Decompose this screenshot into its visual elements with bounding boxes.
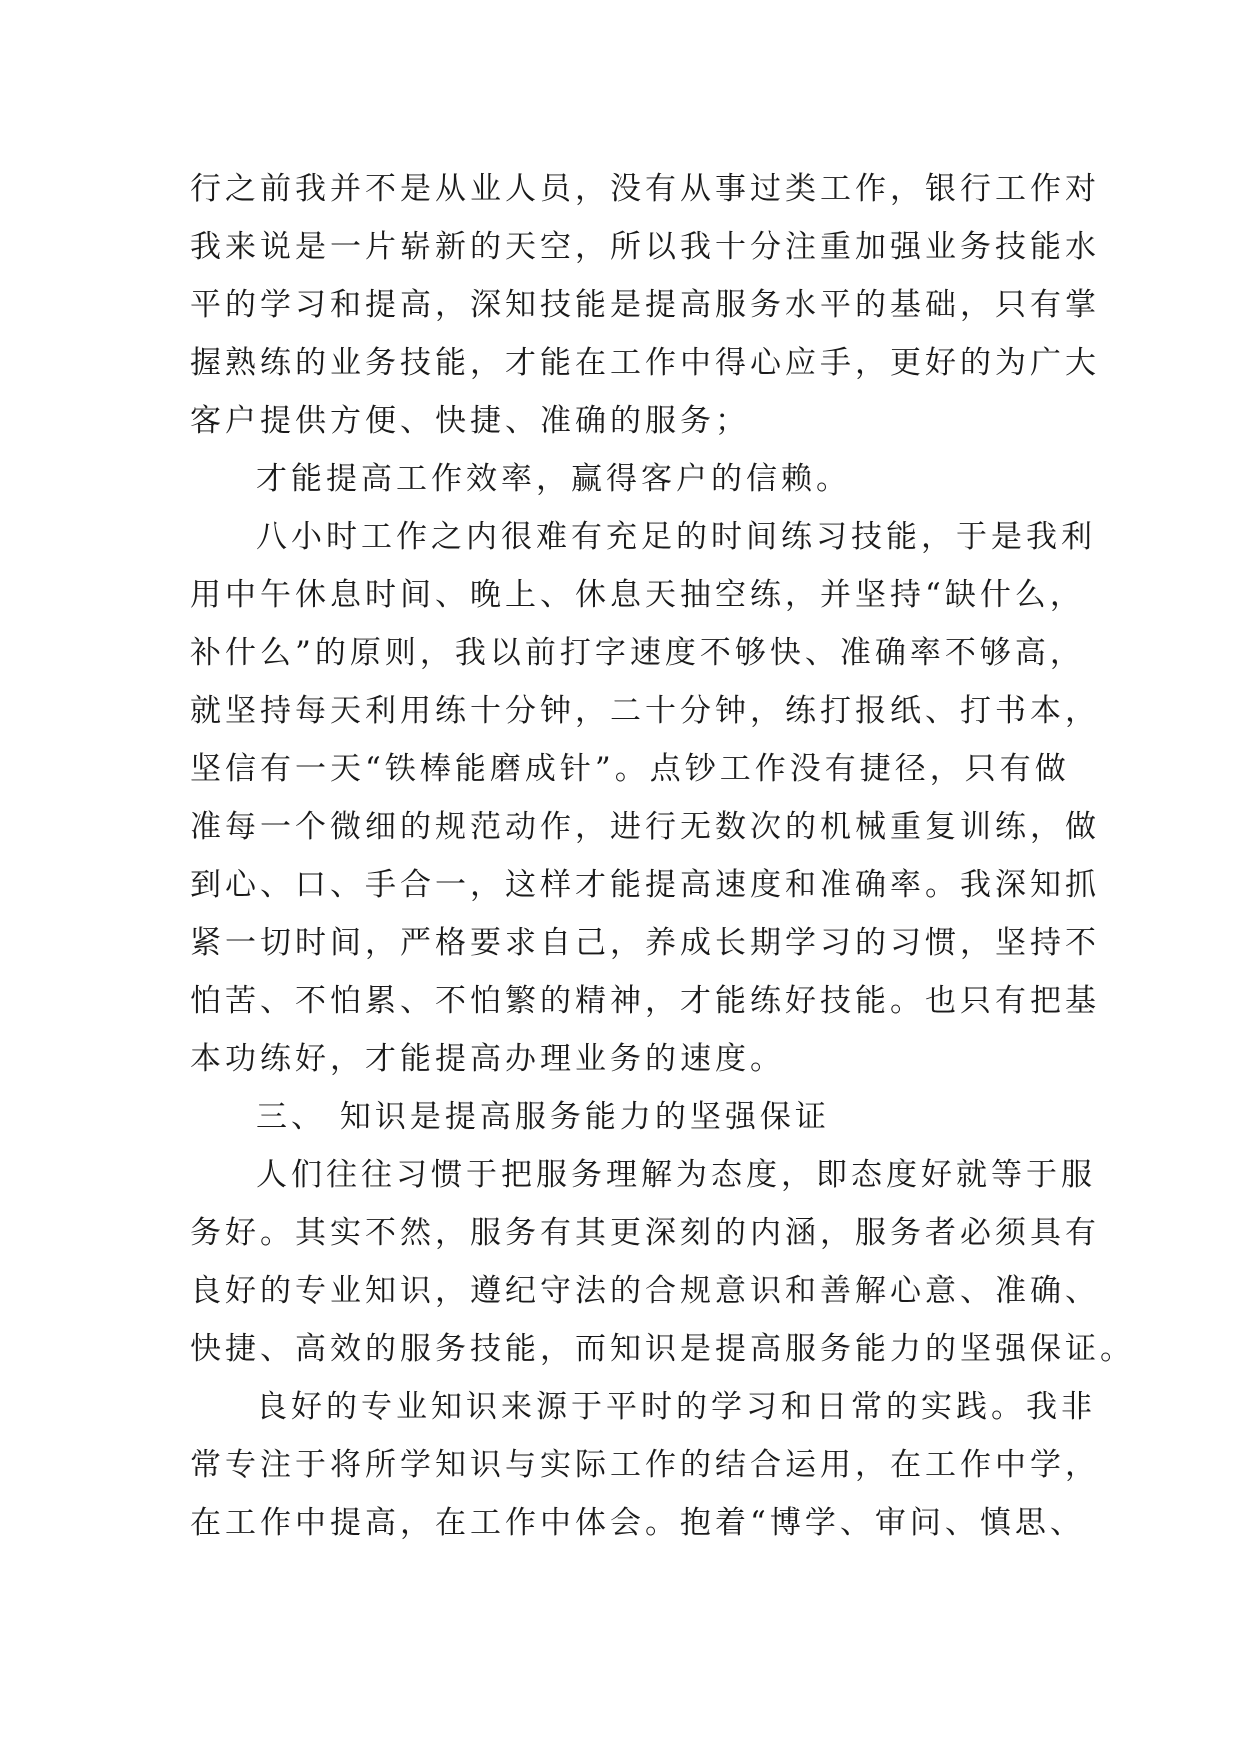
text-line: 本功练好，才能提高办理业务的速度。 (190, 1041, 785, 1077)
text-line: 坚信有一天“铁棒能磨成针”。点钞工作没有捷径，只有做 (190, 751, 1070, 787)
text-line: 到心、口、手合一，这样才能提高速度和准确率。我深知抓 (190, 867, 1100, 903)
text-line: 三、 知识是提高服务能力的坚强保证 (256, 1099, 830, 1135)
text-line: 才能提高工作效率，赢得客户的信赖。 (256, 461, 851, 497)
text-line: 八小时工作之内很难有充足的时间练习技能，于是我利 (256, 519, 1096, 555)
text-line: 补什么”的原则，我以前打字速度不够快、准确率不够高， (190, 635, 1085, 671)
text-line: 客户提供方便、快捷、准确的服务； (190, 403, 750, 439)
text-line: 我来说是一片崭新的天空，所以我十分注重加强业务技能水 (190, 229, 1100, 265)
text-line: 平的学习和提高，深知技能是提高服务水平的基础，只有掌 (190, 287, 1100, 323)
text-line: 准每一个微细的规范动作，进行无数次的机械重复训练，做 (190, 809, 1100, 845)
text-line: 良好的专业知识，遵纪守法的合规意识和善解心意、准确、 (190, 1273, 1100, 1309)
text-line: 就坚持每天利用练十分钟，二十分钟，练打报纸、打书本， (190, 693, 1100, 729)
text-line: 快捷、高效的服务技能，而知识是提高服务能力的坚强保证。 (190, 1331, 1135, 1367)
text-line: 握熟练的业务技能，才能在工作中得心应手，更好的为广大 (190, 345, 1100, 381)
text-line: 行之前我并不是从业人员，没有从事过类工作，银行工作对 (190, 171, 1100, 207)
text-line: 在工作中提高，在工作中体会。抱着“博学、审问、慎思、 (190, 1505, 1085, 1541)
text-line: 用中午休息时间、晚上、休息天抽空练，并坚持“缺什么， (190, 577, 1085, 613)
document-body (190, 160, 1135, 1552)
text-line: 紧一切时间，严格要求自己，养成长期学习的习惯，坚持不 (190, 925, 1100, 961)
text-line: 务好。其实不然，服务有其更深刻的内涵，服务者必须具有 (190, 1215, 1100, 1251)
text-line: 常专注于将所学知识与实际工作的结合运用，在工作中学， (190, 1447, 1100, 1483)
text-line: 人们往往习惯于把服务理解为态度，即态度好就等于服 (256, 1157, 1096, 1193)
text-line: 良好的专业知识来源于平时的学习和日常的实践。我非 (256, 1389, 1096, 1425)
text-line: 怕苦、不怕累、不怕繁的精神，才能练好技能。也只有把基 (190, 983, 1100, 1019)
